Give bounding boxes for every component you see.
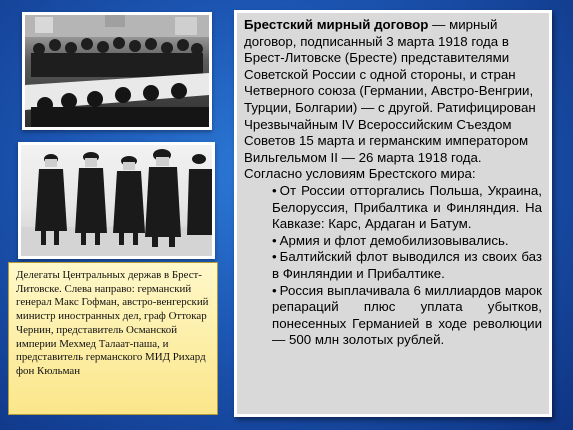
bullet-icon: • [272, 282, 277, 298]
treaty-terms-intro: Согласно условиям Брестского мира: [244, 166, 476, 182]
photo-caption [8, 262, 218, 415]
treaty-intro-paragraph [244, 17, 542, 166]
treaty-term-item [272, 249, 542, 282]
treaty-term-text: Россия выплачивала 6 миллиардов марок репараций плюс уплата убытков, понесенных Германией в ходе революции — 500 млн золотых рублей. [272, 282, 542, 348]
bullet-icon: • [272, 249, 277, 265]
treaty-term-item [272, 183, 542, 233]
photo-delegation-table-scene [25, 15, 209, 127]
treaty-text-box [234, 10, 552, 417]
bullet-icon: • [272, 232, 277, 248]
bullet-icon: • [272, 182, 277, 198]
treaty-term-item [272, 283, 542, 349]
treaty-term-text: Балтийский флот выводился из своих баз в Финляндии и Прибалтике. [272, 249, 542, 281]
treaty-title: Брестский мирный договор [244, 17, 429, 32]
treaty-term-text: От России отторгались Польша, Украина, Белоруссия, Прибалтика и Финляндия. На Кавказе: Карс, Ардаган и Батум. [272, 182, 542, 232]
photo-delegation-table [22, 12, 212, 130]
photo-caption-text: Делегаты Центральных держав в Брест-Литовске. Слева направо: германский генерал Макс Гофман, австро-венгерский министр иностранных дел, граф Оттокар Чернин, представитель Османской империи Мехмед Талаат-паша, и представитель германского МИД Рихард фон Кюльман [16, 269, 209, 377]
photo-delegates-group-image [21, 145, 212, 256]
photo-delegates-group [18, 142, 215, 259]
treaty-term-item [272, 233, 542, 250]
photo-delegates-group-scene [21, 145, 212, 256]
photo-delegation-table-image [25, 15, 209, 127]
treaty-term-text: Армия и флот демобилизовывались. [279, 232, 509, 248]
treaty-intro-text: — мирный договор, подписанный 3 марта 1918 года в Брест-Литовске (Бресте) представителями Советской России с одной стороны, и стран Четверного союза (Германии, Австро-Венгрии, Турции, Болгарии) — с другой. Ратифицирован Чрезвычайным IV Всероссийским Съездом Советов 15 марта и германским императором Вильгельмом II — 26 марта 1918 года. [244, 17, 536, 165]
treaty-terms-list [244, 183, 542, 349]
